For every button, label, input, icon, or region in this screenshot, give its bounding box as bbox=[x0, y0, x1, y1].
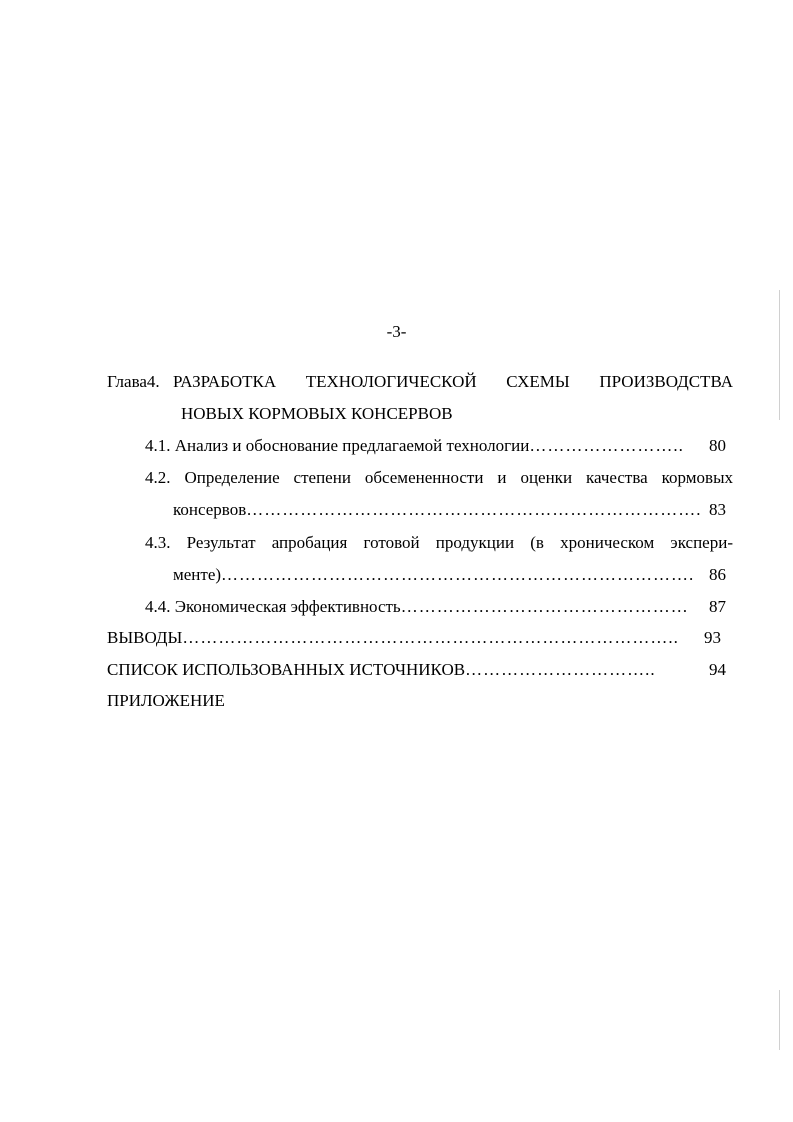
scan-edge-mark bbox=[779, 990, 780, 1050]
toc-entry-conclusions[interactable] bbox=[107, 627, 721, 649]
toc-leader-dots: …………………………………………………………………. bbox=[246, 500, 702, 519]
toc-page-number: 80 bbox=[709, 436, 726, 455]
toc-page-number: 86 bbox=[709, 565, 726, 584]
toc-entry-title: 4.1. Анализ и обоснование предлагаемой технологии bbox=[145, 436, 530, 455]
scan-edge-mark bbox=[779, 290, 780, 420]
toc-entry-title: 4.2. Определение степени обсемененности и оценки качества кормовых bbox=[145, 468, 733, 487]
toc-entry[interactable] bbox=[173, 499, 726, 521]
toc-page-number: 94 bbox=[709, 660, 726, 679]
toc-leader-dots: ……………………………………………………………………. bbox=[221, 565, 695, 584]
toc-entry-appendix[interactable]: ПРИЛОЖЕНИЕ bbox=[107, 691, 225, 710]
toc-entry[interactable] bbox=[173, 564, 726, 586]
toc-entry[interactable] bbox=[145, 596, 726, 618]
page-number: -3- bbox=[386, 322, 407, 341]
chapter-title-line2: НОВЫХ КОРМОВЫХ КОНСЕРВОВ bbox=[181, 404, 453, 423]
toc-entry[interactable] bbox=[145, 435, 726, 457]
toc-leader-dots: …………………….. bbox=[529, 436, 684, 455]
toc-entry-title: ВЫВОДЫ bbox=[107, 628, 183, 647]
toc-entry-title: 4.4. Экономическая эффективность bbox=[145, 597, 401, 616]
chapter-title-line1: РАЗРАБОТКА ТЕХНОЛОГИЧЕСКОЙ СХЕМЫ ПРОИЗВОДСТВА bbox=[173, 372, 733, 391]
toc-leader-dots: ………………………….. bbox=[465, 660, 656, 679]
toc-leader-dots: ……………………………………………………………………….. bbox=[182, 628, 679, 647]
toc-entry-title-cont: менте) bbox=[173, 565, 222, 584]
toc-page-number: 93 bbox=[704, 628, 721, 647]
toc-page-number: 87 bbox=[709, 597, 726, 616]
toc-entry-title: 4.3. Результат апробация готовой продукции (в хроническом экспери- bbox=[145, 533, 733, 552]
toc-entry-title-cont: консервов bbox=[173, 500, 247, 519]
toc-entry-title: СПИСОК ИСПОЛЬЗОВАННЫХ ИСТОЧНИКОВ bbox=[107, 660, 466, 679]
toc-leader-dots: ………………………………………… bbox=[400, 597, 689, 616]
toc-entry-references[interactable] bbox=[107, 659, 726, 681]
chapter-label: Глава4. bbox=[107, 372, 160, 391]
toc-page-number: 83 bbox=[709, 500, 726, 519]
